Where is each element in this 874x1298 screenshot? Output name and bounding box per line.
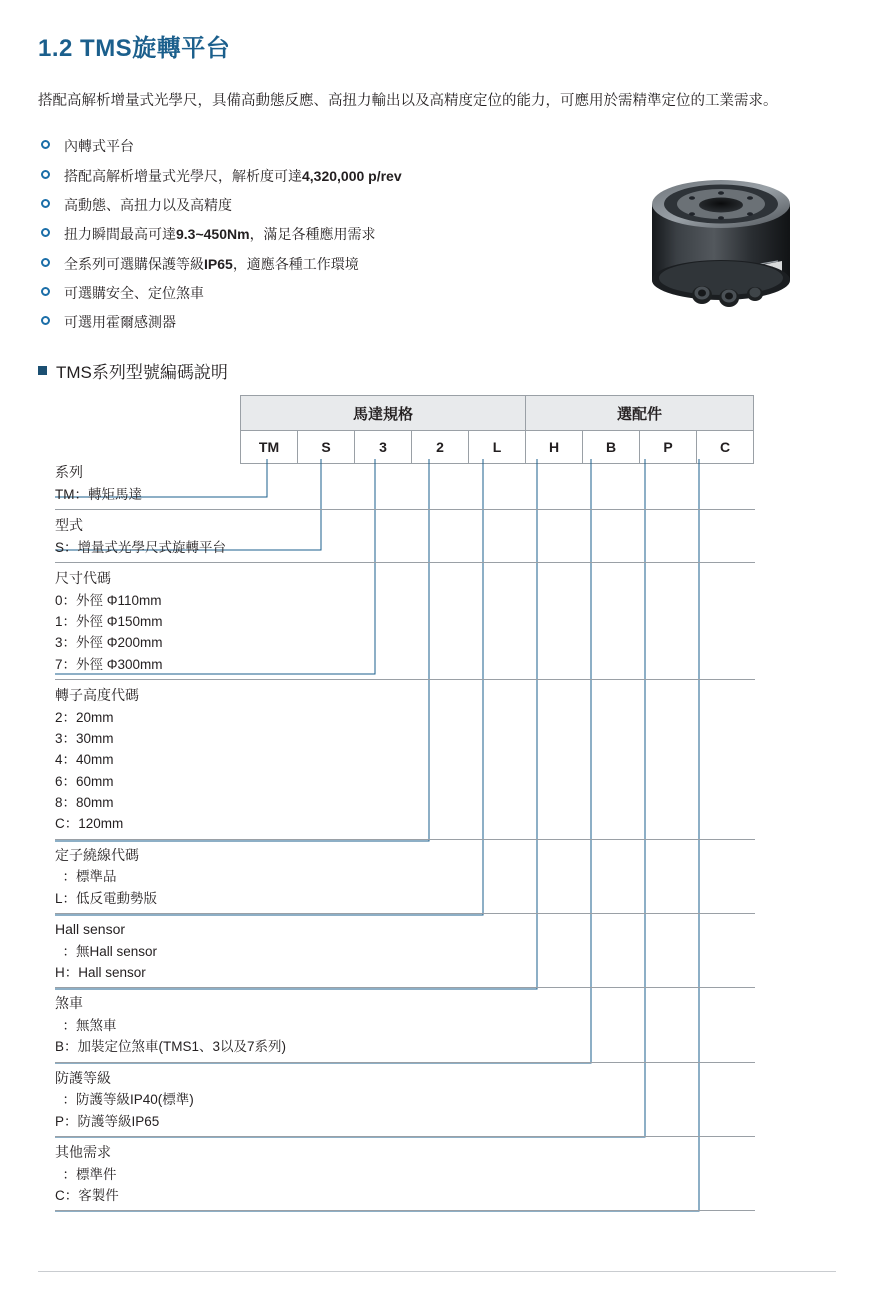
legend-block-type bbox=[55, 515, 755, 563]
feature-text: 扭力瞬間最高可達9.3~450Nm，滿足各種應用需求 bbox=[64, 226, 376, 243]
legend-item: 0：外徑 Φ110mm bbox=[55, 592, 162, 608]
ring-bullet-icon bbox=[41, 228, 50, 237]
legend-block-hall-sensor bbox=[55, 919, 755, 988]
code-cell-2: 3 bbox=[355, 431, 412, 464]
section-heading-text: TMS系列型號編碼說明 bbox=[56, 363, 228, 383]
divider bbox=[55, 913, 755, 914]
list-item bbox=[38, 312, 578, 332]
code-cell-6: B bbox=[583, 431, 640, 464]
page-title: 1.2 TMS旋轉平台 bbox=[38, 35, 231, 62]
intro-paragraph: 搭配高解析增量式光學尺，具備高動態反應、高扭力輸出以及高精度定位的能力，可應用於需精準定位的工業需求。 bbox=[38, 93, 778, 109]
ring-bullet-icon bbox=[41, 199, 50, 208]
legend-item: 1：外徑 Φ150mm bbox=[55, 614, 163, 630]
list-item bbox=[38, 283, 578, 303]
legend-item: P：防護等級IP65 bbox=[55, 1113, 160, 1129]
divider bbox=[55, 1062, 755, 1063]
legend-container bbox=[55, 462, 755, 1216]
group-header-motor-spec: 馬達規格 bbox=[241, 396, 526, 431]
legend-item: ：標準品 bbox=[55, 869, 117, 885]
divider bbox=[55, 1210, 755, 1211]
feature-text: 高動態、高扭力以及高精度 bbox=[64, 196, 232, 213]
model-code-table bbox=[240, 395, 754, 464]
legend-title: Hall sensor bbox=[55, 921, 126, 938]
legend-item: B：加裝定位煞車(TMS1、3以及7系列) bbox=[55, 1039, 287, 1055]
divider bbox=[55, 562, 755, 563]
legend-item: 7：外徑 Φ300mm bbox=[55, 656, 163, 672]
legend-item: S：增量式光學尺式旋轉平台 bbox=[55, 539, 227, 555]
list-item bbox=[38, 224, 578, 244]
legend-title: 其他需求 bbox=[55, 1144, 111, 1161]
divider bbox=[55, 839, 755, 840]
legend-item: ：無Hall sensor bbox=[55, 943, 158, 959]
ring-bullet-icon bbox=[41, 258, 50, 267]
feature-text: 可選用霍爾感測器 bbox=[64, 314, 176, 331]
legend-title: 定子繞線代碼 bbox=[55, 846, 139, 863]
feature-text: 搭配高解析增量式光學尺，解析度可達4,320,000 p/rev bbox=[64, 167, 402, 184]
square-bullet-icon bbox=[38, 366, 47, 375]
legend-item: ：標準件 bbox=[55, 1166, 117, 1182]
legend-title: 轉子高度代碼 bbox=[55, 687, 139, 704]
legend-block-size-code bbox=[55, 568, 755, 680]
legend-title: 型式 bbox=[55, 517, 83, 534]
legend-item: H：Hall sensor bbox=[55, 965, 146, 981]
legend-item: 3：外徑 Φ200mm bbox=[55, 635, 163, 651]
feature-text: 可選購安全、定位煞車 bbox=[64, 284, 204, 301]
table-row bbox=[241, 431, 754, 464]
code-cell-3: 2 bbox=[412, 431, 469, 464]
legend-item: 3：30mm bbox=[55, 731, 114, 747]
list-item bbox=[38, 254, 578, 274]
legend-block-stator-winding bbox=[55, 845, 755, 914]
legend-item: 2：20mm bbox=[55, 709, 114, 725]
legend-item: 8：80mm bbox=[55, 795, 114, 811]
legend-title: 煞車 bbox=[55, 995, 83, 1012]
legend-title: 尺寸代碼 bbox=[55, 570, 111, 587]
legend-block-brake bbox=[55, 993, 755, 1062]
code-cell-8: C bbox=[697, 431, 754, 464]
legend-item: 6：60mm bbox=[55, 773, 114, 789]
legend-title: 系列 bbox=[55, 464, 83, 480]
divider bbox=[55, 1136, 755, 1137]
ring-bullet-icon bbox=[41, 287, 50, 296]
divider bbox=[55, 987, 755, 988]
code-cell-5: H bbox=[526, 431, 583, 464]
legend-title: 防護等級 bbox=[55, 1069, 111, 1086]
list-item bbox=[38, 195, 578, 215]
legend-item: C：客製件 bbox=[55, 1188, 119, 1204]
divider bbox=[55, 679, 755, 680]
code-cell-0: TM bbox=[241, 431, 298, 464]
legend-item: 4：40mm bbox=[55, 752, 114, 768]
feature-text: 全系列可選購保護等級IP65，適應各種工作環境 bbox=[64, 255, 359, 272]
legend-block-series bbox=[55, 462, 755, 510]
code-cell-7: P bbox=[640, 431, 697, 464]
legend-block-other-requirements bbox=[55, 1142, 755, 1211]
legend-item: ：防護等級IP40(標準) bbox=[55, 1092, 194, 1108]
feature-text: 內轉式平台 bbox=[64, 138, 134, 155]
legend-item: L：低反電動勢版 bbox=[55, 890, 158, 906]
list-item bbox=[38, 166, 578, 186]
legend-item: TM：轉矩馬達 bbox=[55, 486, 142, 502]
feature-list bbox=[38, 136, 578, 332]
legend-item: C：120mm bbox=[55, 816, 124, 832]
code-cell-1: S bbox=[298, 431, 355, 464]
legend-item: ：無煞車 bbox=[55, 1018, 117, 1034]
legend-block-protection-class bbox=[55, 1068, 755, 1137]
divider bbox=[55, 509, 755, 510]
ring-bullet-icon bbox=[41, 170, 50, 179]
group-header-options: 選配件 bbox=[526, 396, 754, 431]
code-cell-4: L bbox=[469, 431, 526, 464]
product-photo bbox=[630, 162, 812, 327]
list-item bbox=[38, 136, 578, 156]
footer-divider bbox=[38, 1271, 836, 1272]
legend-block-rotor-height bbox=[55, 685, 755, 840]
section-heading bbox=[38, 358, 836, 383]
table-row bbox=[241, 396, 754, 431]
ring-bullet-icon bbox=[41, 316, 50, 325]
ring-bullet-icon bbox=[41, 140, 50, 149]
